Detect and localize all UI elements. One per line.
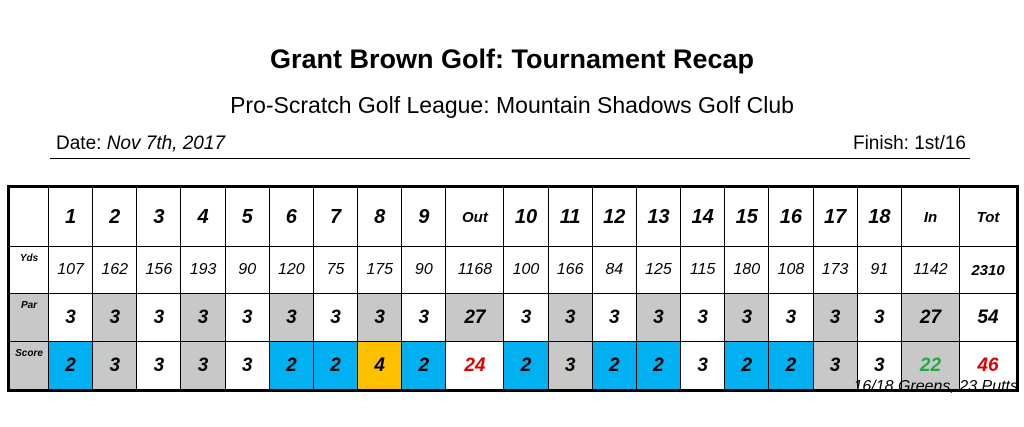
hole-header: 11 (548, 187, 592, 247)
score-cell: 2 (769, 342, 813, 391)
hole-header: 13 (636, 187, 680, 247)
holes-row (9, 187, 1018, 247)
score-cell: 3 (548, 342, 592, 391)
par-cell: 3 (93, 294, 137, 342)
score-cell: 3 (681, 342, 725, 391)
hole-header: 10 (504, 187, 548, 247)
page-subtitle: Pro-Scratch Golf League: Mountain Shadows Golf Club (230, 92, 794, 118)
score-cell: 3 (857, 342, 901, 391)
par-cell: 3 (225, 294, 269, 342)
yds-cell: 193 (181, 247, 225, 294)
yds-cell: 115 (681, 247, 725, 294)
par-cell: 3 (548, 294, 592, 342)
yds-cell: 173 (813, 247, 857, 294)
par-tot-cell: 54 (960, 294, 1018, 342)
in-header: In (902, 187, 960, 247)
hole-header: 8 (358, 187, 402, 247)
info-row (50, 132, 970, 159)
hole-header: 12 (592, 187, 636, 247)
hole-header: 15 (725, 187, 769, 247)
yds-cell: 162 (93, 247, 137, 294)
finish-value: 1st/16 (914, 133, 966, 154)
score-cell: 3 (93, 342, 137, 391)
score-cell: 2 (313, 342, 357, 391)
par-cell: 3 (49, 294, 93, 342)
score-tot-cell: 46 (960, 342, 1018, 391)
yds-cell: 91 (857, 247, 901, 294)
par-cell: 3 (137, 294, 181, 342)
par-cell: 3 (504, 294, 548, 342)
hole-header: 7 (313, 187, 357, 247)
yds-cell: 166 (548, 247, 592, 294)
out-header: Out (446, 187, 504, 247)
scorecard-table (7, 185, 1019, 392)
score-cell: 2 (269, 342, 313, 391)
hole-header: 14 (681, 187, 725, 247)
score-out-cell: 24 (446, 342, 504, 391)
score-cell: 4 (358, 342, 402, 391)
hole-header: 9 (402, 187, 446, 247)
yds-cell: 180 (725, 247, 769, 294)
date-field (56, 133, 225, 155)
score-cell: 2 (504, 342, 548, 391)
yds-in-cell: 1142 (902, 247, 960, 294)
par-cell: 3 (181, 294, 225, 342)
date-label: Date: (56, 133, 102, 154)
corner-cell (9, 187, 49, 247)
date-value: Nov 7th, 2017 (106, 133, 226, 154)
par-cell: 3 (857, 294, 901, 342)
score-cell: 3 (813, 342, 857, 391)
yds-cell: 107 (49, 247, 93, 294)
hole-header: 17 (813, 187, 857, 247)
par-in-cell: 27 (902, 294, 960, 342)
yds-cell: 156 (137, 247, 181, 294)
yds-cell: 125 (636, 247, 680, 294)
yds-out-cell: 1168 (446, 247, 504, 294)
hole-header: 18 (857, 187, 901, 247)
par-cell: 3 (725, 294, 769, 342)
par-row-label: Par (9, 294, 49, 342)
page-title: Grant Brown Golf: Tournament Recap (269, 44, 755, 74)
par-cell: 3 (636, 294, 680, 342)
yds-cell: 90 (225, 247, 269, 294)
par-cell: 3 (681, 294, 725, 342)
score-row-label: Score (9, 342, 49, 391)
par-cell: 3 (313, 294, 357, 342)
score-in-cell: 22 (902, 342, 960, 391)
yds-cell: 75 (313, 247, 357, 294)
par-cell: 3 (269, 294, 313, 342)
hole-header: 1 (49, 187, 93, 247)
score-cell: 2 (402, 342, 446, 391)
yds-row (9, 247, 1018, 294)
par-cell: 3 (813, 294, 857, 342)
par-cell: 3 (769, 294, 813, 342)
score-cell: 3 (137, 342, 181, 391)
par-out-cell: 27 (446, 294, 504, 342)
putting-stats: 16/18 Greens, 23 Putts (853, 378, 1018, 395)
hole-header: 16 (769, 187, 813, 247)
par-cell: 3 (402, 294, 446, 342)
yds-tot-cell: 2310 (960, 247, 1018, 294)
score-cell: 2 (49, 342, 93, 391)
par-cell: 3 (592, 294, 636, 342)
par-row (9, 294, 1018, 342)
hole-header: 4 (181, 187, 225, 247)
par-cell: 3 (358, 294, 402, 342)
finish-field (853, 133, 966, 155)
hole-header: 3 (137, 187, 181, 247)
yds-cell: 175 (358, 247, 402, 294)
yds-cell: 100 (504, 247, 548, 294)
hole-header: 2 (93, 187, 137, 247)
score-cell: 2 (592, 342, 636, 391)
tot-header: Tot (960, 187, 1018, 247)
yds-cell: 120 (269, 247, 313, 294)
yds-cell: 90 (402, 247, 446, 294)
yds-cell: 84 (592, 247, 636, 294)
yds-row-label: Yds (9, 247, 49, 294)
yds-cell: 108 (769, 247, 813, 294)
hole-header: 5 (225, 187, 269, 247)
finish-label: Finish: (852, 133, 909, 154)
score-cell: 2 (636, 342, 680, 391)
score-cell: 3 (181, 342, 225, 391)
score-cell: 2 (725, 342, 769, 391)
score-cell: 3 (225, 342, 269, 391)
hole-header: 6 (269, 187, 313, 247)
